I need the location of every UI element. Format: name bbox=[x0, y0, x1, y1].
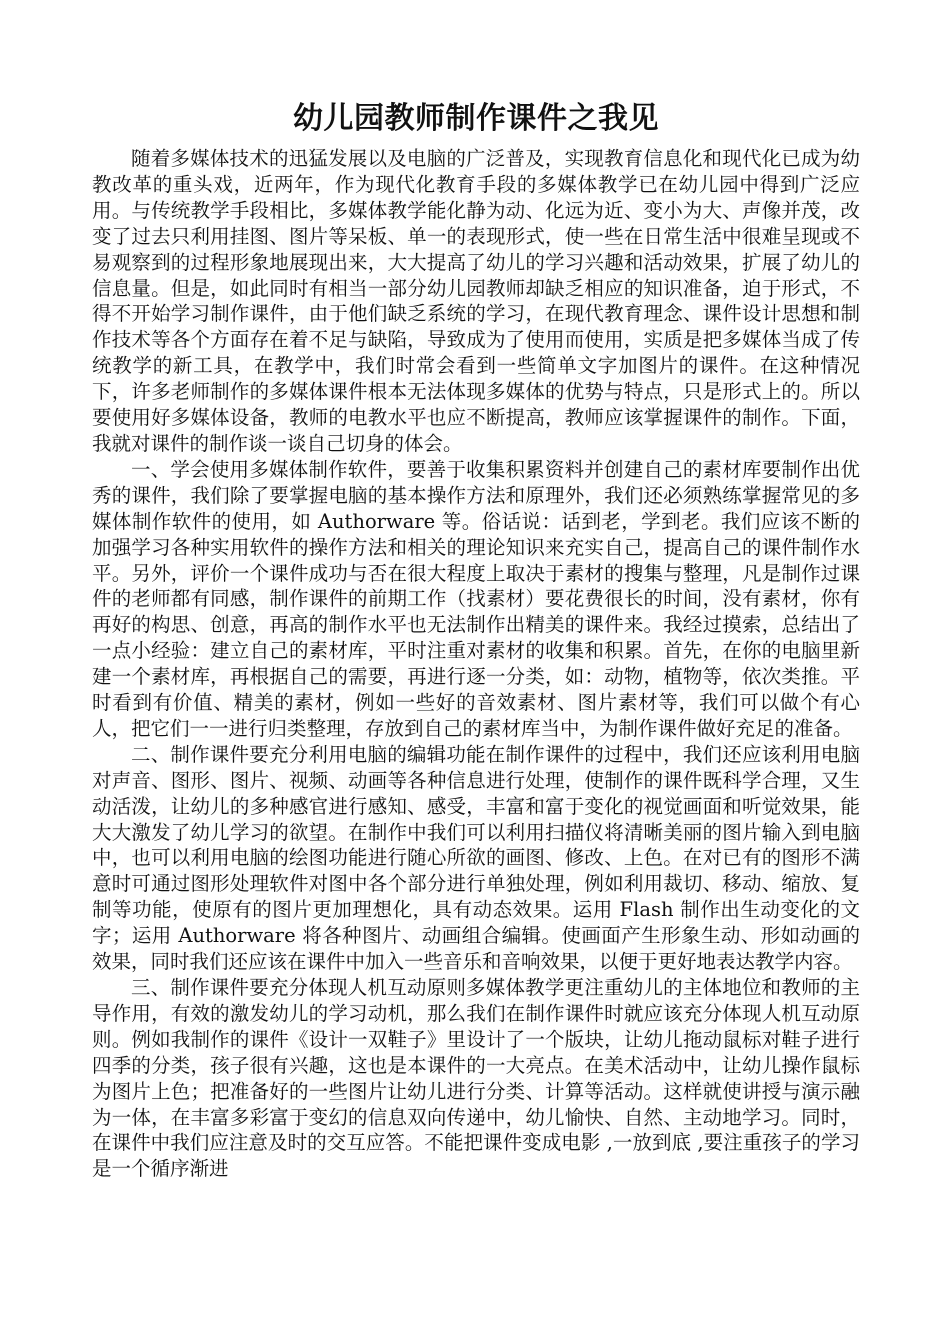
paragraph-section-1: 一、学会使用多媒体制作软件，要善于收集积累资料并创建自己的素材库要制作出优秀的课件，我们除了要掌握电脑的基本操作方法和原理外，我们还必须熟练掌握常见的多媒体制作软件的使用，如 Authorware 等。俗话说：话到老，学到老。我们应该不断的加强学习各种实用软件的操作方法和相关的理论知识来充实自己，提高自己的课件制作水平。另外，评价一个课件成功与否在很大程度上取决于素材的搜集与整理，凡是制作过课件的老师都有同感，制作课件的前期工作（找素材）要花费很长的时间，没有素材，你有再好的构思、创意，再高的制作水平也无法制作出精美的课件来。我经过摸索，总结出了一点小经验：建立自己的素材库，平时注重对素材的收集和积累。首先，在你的电脑里新建一个素材库，再根据自己的需要，再进行逐一分类，如：动物，植物等，依次类推。平时看到有价值、精美的素材，例如一些好的音效素材、图片素材等，我们可以做个有心人，把它们一一进行归类整理，存放到自己的素材库当中，为制作课件做好充足的准备。 bbox=[92, 457, 860, 740]
paragraph-section-3: 三、制作课件要充分体现人机互动原则多媒体教学更注重幼儿的主体地位和教师的主导作用，有效的激发幼儿的学习动机，那么我们在制作课件时就应该充分体现人机互动原则。例如我制作的课件《设计一双鞋子》里设计了一个版块，让幼儿拖动鼠标对鞋子进行四季的分类，孩子很有兴趣，这也是本课件的一大亮点。在美术活动中，让幼儿操作鼠标为图片上色；把准备好的一些图片让幼儿进行分类、计算等活动。这样就使讲授与演示融为一体，在丰富多彩富于变幻的信息双向传递中，幼儿愉快、自然、主动地学习。同时，在课件中我们应注意及时的交互应答。不能把课件变成电影 ,一放到底 ,要注重孩子的学习是一个循序渐进 bbox=[92, 976, 860, 1181]
document-title: 幼儿园教师制作课件之我见 bbox=[293, 101, 659, 136]
paragraph-intro: 随着多媒体技术的迅猛发展以及电脑的广泛普及，实现教育信息化和现代化已成为幼教改革的重头戏，近两年，作为现代化教育手段的多媒体教学已在幼儿园中得到广泛应用。与传统教学手段相比，多媒体教学能化静为动、化远为近、变小为大、声像并茂，改变了过去只利用挂图、图片等呆板、单一的表现形式，使一些在日常生活中很难呈现或不易观察到的过程形象地展现出来，大大提高了幼儿的学习兴趣和活动效果，扩展了幼儿的信息量。但是，如此同时有相当一部分幼儿园教师却缺乏相应的知识准备，迫于形式，不得不开始学习制作课件，由于他们缺乏系统的学习，在现代教育理念、课件设计思想和制作技术等各个方面存在着不足与缺陷，导致成为了使用而使用，实质是把多媒体当成了传统教学的新工具，在教学中，我们时常会看到一些简单文字加图片的课件。在这种情况下，许多老师制作的多媒体课件根本无法体现多媒体的优势与特点，只是形式上的。所以要使用好多媒体设备，教师的电教水平也应不断提高，教师应该掌握课件的制作。下面，我就对课件的制作谈一谈自己切身的体会。 bbox=[92, 147, 860, 455]
document-page bbox=[92, 96, 860, 1182]
paragraph-section-2: 二、制作课件要充分利用电脑的编辑功能在制作课件的过程中，我们还应该利用电脑对声音、图形、图片、视频、动画等各种信息进行处理，使制作的课件既科学合理，又生动活泼，让幼儿的多种感官进行感知、感受，丰富和富于变化的视觉画面和听觉效果，能大大激发了幼儿学习的欲望。在制作中我们可以利用扫描仪将清晰美丽的图片输入到电脑中，也可以利用电脑的绘图功能进行随心所欲的画图、修改、上色。在对已有的图形不满意时可通过图形处理软件对图中各个部分进行单独处理，例如利用裁切、移动、缩放、复制等功能，使原有的图片更加理想化，具有动态效果。运用 Flash 制作出生动变化的文字；运用 Authorware 将各种图片、动画组合编辑。使画面产生形象生动、形如动画的效果，同时我们还应该在课件中加入一些音乐和音响效果，以便于更好地表达教学内容。 bbox=[92, 742, 860, 974]
